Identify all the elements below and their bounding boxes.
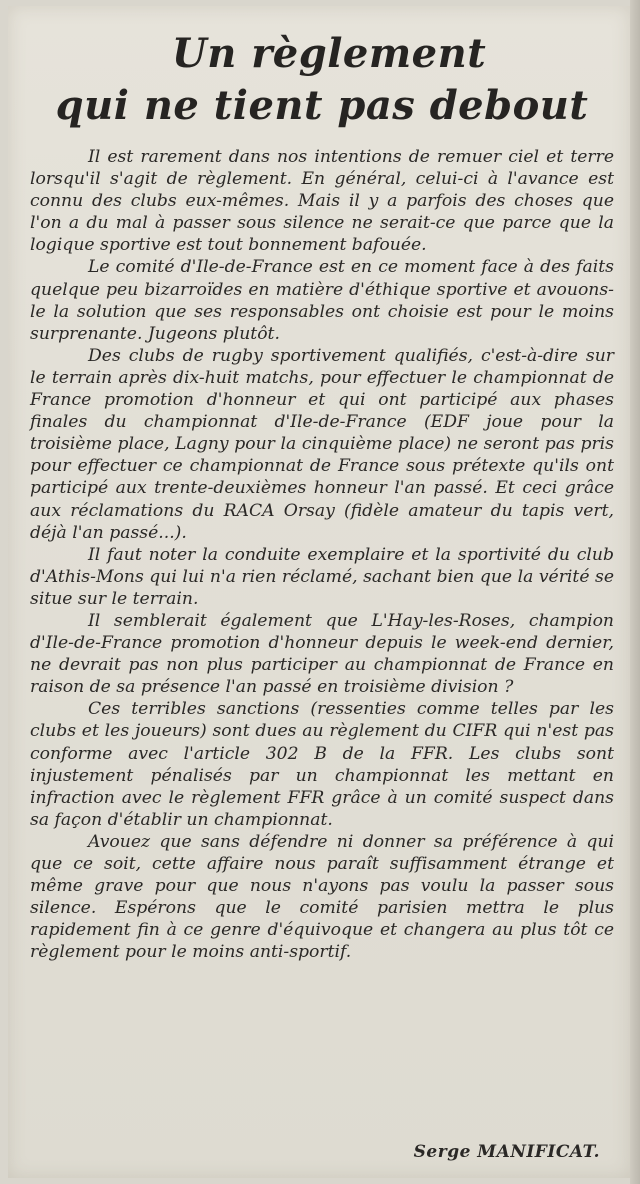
page-edge (630, 0, 640, 1184)
paragraph-5: Il semblerait également que L'Hay-les-Roses, champion d'Ile-de-France promotion d'honneur depuis le week-end dernier, ne devrait pas non plus participer au championnat de France en raison de sa présence l'an passé en troisième division ? (30, 610, 614, 698)
paragraph-6: Ces terribles sanctions (ressenties comme telles par les clubs et les joueurs) sont dues au règlement du CIFR qui n'est pas conforme avec l'article 302 B de la FFR. Les clubs sont injustement pénalisés par un championnat les mettant en infraction avec le règlement FFR grâce à un comité suspect dans sa façon d'établir un championnat. (30, 699, 614, 830)
author-signature: Serge MANIFICAT. (413, 1142, 600, 1162)
paragraph-7: Avouez que sans défendre ni donner sa préférence à qui que ce soit, cette affaire nous paraît suffisamment étrange et même grave pour que nous n'ayons pas voulu la passer sous silence. Espérons que le comité parisien mettra le plus rapidement fin à ce genre d'équivoque et changera au plus tôt ce règlement pour le moins anti-sportif. (30, 831, 614, 963)
paragraph-1: Il est rarement dans nos intentions de remuer ciel et terre lorsqu'il s'agit de règlement. En général, celui-ci à l'avance est connu des clubs eux-mêmes. Mais il y a parfois des choses que l'on a du mal à passer sous silence ne serait-ce que parce que la logique sportive est tout bonnement bafouée. (30, 147, 614, 256)
paragraph-4: Il faut noter la conduite exemplaire et la sportivité du club d'Athis-Mons qui lui n'a rien réclamé, sachant bien que la vérité se situe sur le terrain. (30, 544, 614, 609)
article-body (30, 146, 614, 963)
article-headline (8, 28, 630, 132)
headline-line-1: Un règlement (171, 30, 487, 77)
newspaper-clipping (8, 6, 630, 1178)
headline-line-2: qui ne tient pas debout (55, 82, 589, 129)
paragraph-3: Des clubs de rugby sportivement qualifiés, c'est-à-dire sur le terrain après dix-huit matchs, pour effectuer le championnat de France promotion d'honneur et qui ont participé aux phases finales du championnat d'Ile-de-France (EDF joue pour la troisième place, Lagny pour la cinquième place) ne seront pas pris pour effectuer ce championnat de France sous prétexte qu'ils ont participé aux trente-deuxièmes honneur l'an passé. Et ceci grâce aux réclamations du RACA Orsay (fidèle amateur du tapis vert, déjà l'an passé...). (30, 345, 614, 543)
paragraph-2: Le comité d'Ile-de-France est en ce moment face à des faits quelque peu bizarroïdes en matière d'éthique sportive et avouons-le la solution que ses responsables ont choisie est pour le moins surprenante. Jugeons plutôt. (30, 257, 614, 344)
